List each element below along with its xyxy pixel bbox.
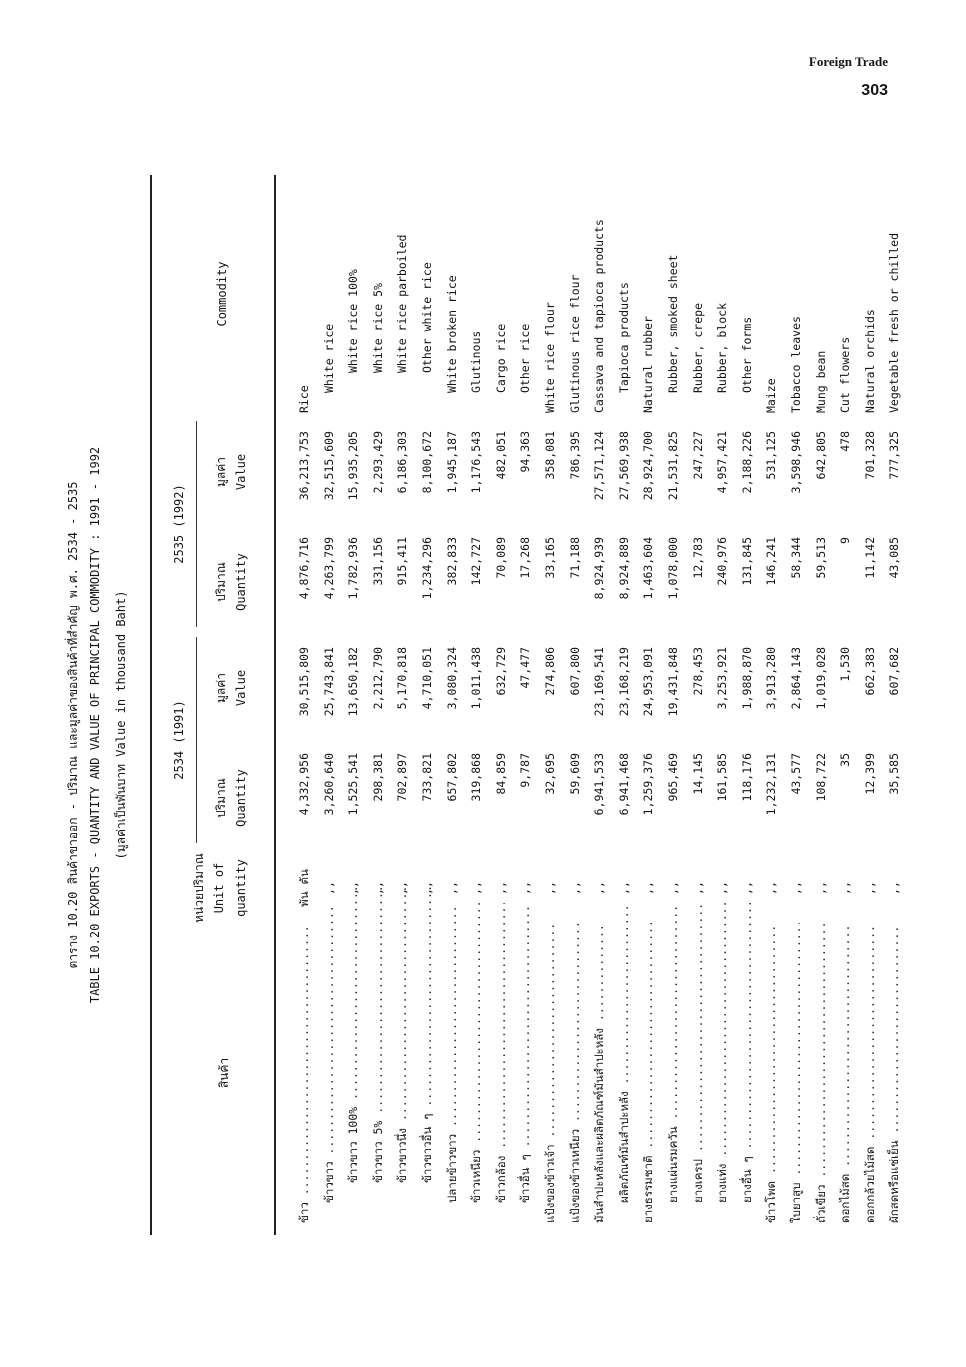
commodity-thai-cell: แป้งของข้าวเหนียว ..... <box>563 923 587 1223</box>
quantity-1992-cell: 131,845 <box>739 537 754 586</box>
table-row <box>317 175 342 1235</box>
quantity-1991-cell: 9,787 <box>518 753 533 788</box>
section-title: Foreign Trade <box>808 54 888 69</box>
value-1992-cell: 3,598,946 <box>789 431 803 494</box>
value-1991-cell: 662,383 <box>862 647 877 696</box>
quantity-1991-cell: 6,941,468 <box>616 753 631 816</box>
commodity-english-cell: Maize <box>764 378 779 413</box>
quantity-1992-cell: 12,783 <box>690 537 705 579</box>
value-1991-cell: 607,800 <box>567 647 582 696</box>
qty-1991-english: Quantity <box>234 769 248 827</box>
commodity-thai-cell: แป้งของข้าวเจ้า ..... <box>538 923 562 1223</box>
value-1991-cell: 5,170,818 <box>395 647 410 710</box>
commodity-english-header: Commodity <box>215 261 229 327</box>
commodity-thai-cell: ข้าวขาว ..... <box>317 903 341 1223</box>
commodity-english-cell: Glutinous <box>469 330 484 393</box>
quantity-1991-cell: 3,260,640 <box>321 753 336 816</box>
value-1991-cell: 607,682 <box>887 647 902 696</box>
value-1991-cell: 274,806 <box>543 647 557 696</box>
commodity-english-cell: White rice flour <box>543 302 557 413</box>
quantity-1992-cell: 9 <box>838 537 853 544</box>
table-row <box>415 175 440 1235</box>
table-row <box>809 175 834 1235</box>
commodity-english-cell: Rubber, block <box>715 302 730 393</box>
unit-cell: ,, <box>838 881 853 895</box>
quantity-1992-cell: 58,344 <box>789 537 803 579</box>
table-row <box>636 175 661 1235</box>
quantity-1992-cell: 1,782,936 <box>346 537 361 600</box>
commodity-thai-cell: ผลิตภัณฑ์มันสำปะหลัง ..... <box>612 903 636 1223</box>
value-1991-cell: 1,011,438 <box>469 647 484 710</box>
quantity-1991-cell: 1,259,376 <box>641 753 656 816</box>
commodity-english-cell: Rice <box>297 385 311 413</box>
unit-cell: ,, <box>641 881 656 895</box>
quantity-1991-cell: 1,525,541 <box>346 753 361 816</box>
value-1991-cell: 24,953,091 <box>641 647 656 717</box>
unit-cell: ,, <box>518 881 533 895</box>
unit-cell: ,, <box>616 881 631 895</box>
quantity-1991-cell: 35 <box>838 753 853 767</box>
unit-cell: พัน ตัน <box>297 869 311 907</box>
quantity-1992-cell: 915,411 <box>395 537 410 586</box>
commodity-thai-cell: ยางแผ่นรมควัน ..... <box>661 903 685 1223</box>
table-row <box>292 175 317 1235</box>
quantity-1992-cell: 8,924,889 <box>616 537 631 600</box>
quantity-1991-cell: 965,469 <box>666 753 680 802</box>
year-1991-header: 2534 (1991) <box>172 700 186 780</box>
value-1991-cell: 47,477 <box>518 647 533 689</box>
qty-1991-thai: ปริมาณ <box>214 778 228 818</box>
table-row <box>464 175 489 1235</box>
value-1991-cell: 2,212,790 <box>370 647 385 710</box>
value-1991-cell: 19,431,848 <box>666 647 680 717</box>
quantity-1991-cell: 1,232,131 <box>764 753 779 816</box>
value-1992-cell: 36,213,753 <box>297 431 311 501</box>
quantity-1991-cell: 161,585 <box>715 753 730 802</box>
commodity-thai-header: สินค้า <box>217 1057 231 1089</box>
table-row <box>563 175 588 1235</box>
commodity-english-cell: Tobacco leaves <box>789 316 803 413</box>
quantity-1991-cell: 12,399 <box>862 753 877 795</box>
commodity-thai-cell: ข้าวขาวนึ่ง ..... <box>390 883 414 1223</box>
quantity-1992-cell: 4,876,716 <box>297 537 311 600</box>
commodity-english-cell: Other white rice <box>420 262 434 373</box>
quantity-1991-cell: 14,145 <box>690 753 705 795</box>
commodity-thai-cell: ข้าวขาว 5% ..... <box>366 883 390 1223</box>
value-1991-cell: 1,019,028 <box>813 647 828 710</box>
year-1992-header: 2535 (1992) <box>172 484 186 564</box>
quantity-1992-cell: 240,976 <box>715 537 730 586</box>
commodity-english-cell: White rice parboiled <box>395 234 410 373</box>
unit-cell: ,, <box>469 881 484 895</box>
commodity-thai-cell: มันสำปะหลังและผลิตภัณฑ์มันสำปะหลัง ..... <box>587 923 611 1223</box>
commodity-thai-cell: ใบยาสูบ ..... <box>784 923 808 1223</box>
value-1991-cell: 632,729 <box>493 647 508 696</box>
quantity-1991-cell: 657,802 <box>444 753 459 802</box>
quantity-1992-cell: 17,268 <box>518 537 533 579</box>
value-1992-cell: 2,188,226 <box>739 431 754 494</box>
table-row <box>710 175 735 1235</box>
table-row <box>833 175 858 1235</box>
quantity-1992-cell: 382,833 <box>444 537 459 586</box>
commodity-thai-cell: ข้าวอื่น ๆ ..... <box>513 903 537 1223</box>
quantity-1992-cell: 33,165 <box>543 537 557 579</box>
quantity-1991-cell: 702,897 <box>395 753 410 802</box>
unit-cell: ,, <box>493 881 508 895</box>
commodity-thai-cell: ดอกกล้วยไม้สด ..... <box>858 923 882 1223</box>
value-1992-cell: 531,125 <box>764 431 779 480</box>
table-row <box>366 175 391 1235</box>
unit-cell: ,, <box>715 881 730 895</box>
value-1992-cell: 482,051 <box>493 431 508 480</box>
unit-thai-header: หน่วยปริมาณ <box>192 853 206 923</box>
table-row <box>341 175 366 1235</box>
value-1992-cell: 6,186,303 <box>395 431 410 494</box>
table-row <box>538 175 563 1235</box>
quantity-1991-cell: 4,332,956 <box>297 753 311 816</box>
value-1992-cell: 32,515,609 <box>321 431 336 501</box>
unit-cell: ,, <box>813 881 828 895</box>
value-1991-cell: 3,913,280 <box>764 647 779 710</box>
quantity-1992-cell: 59,513 <box>813 537 828 579</box>
unit-cell: ,, <box>887 881 902 895</box>
commodity-english-cell: Cut flowers <box>838 336 853 413</box>
commodity-english-cell: Cargo rice <box>493 323 508 393</box>
table-row <box>661 175 686 1235</box>
qty-1992-thai: ปริมาณ <box>214 562 228 602</box>
commodity-thai-cell: ข้าวกล้อง ..... <box>489 903 513 1223</box>
unit-cell: ,, <box>666 881 680 895</box>
value-1992-cell: 15,935,205 <box>346 431 361 501</box>
rotated-table <box>0 125 902 1325</box>
value-1992-cell: 478 <box>838 431 853 452</box>
commodity-thai-cell: ยางธรรมชาติ ..... <box>636 923 660 1223</box>
commodity-english-cell: Other rice <box>518 323 533 393</box>
value-1992-cell: 8,100,672 <box>420 431 434 494</box>
quantity-1992-cell: 1,463,604 <box>641 537 656 600</box>
value-1991-cell: 1,988,870 <box>739 647 754 710</box>
value-1992-cell: 28,924,700 <box>641 431 656 501</box>
table-row <box>390 175 415 1235</box>
quantity-1991-cell: 118,176 <box>739 753 754 802</box>
commodity-english-cell: Tapioca products <box>616 282 631 393</box>
unit-cell: ,, <box>346 881 361 895</box>
unit-cell: ,, <box>321 881 336 895</box>
value-1992-cell: 358,081 <box>543 431 557 480</box>
unit-cell: ,, <box>739 881 754 895</box>
value-1992-cell: 4,957,421 <box>715 431 730 494</box>
quantity-1991-cell: 6,941,533 <box>592 753 607 816</box>
commodity-english-cell: White rice 5% <box>370 282 385 373</box>
value-1991-cell: 2,864,143 <box>789 647 803 710</box>
quantity-1992-cell: 1,234,296 <box>420 537 434 600</box>
table-row <box>882 175 907 1235</box>
commodity-english-cell: White rice <box>321 323 336 393</box>
unit-cell: ,, <box>567 881 582 895</box>
value-1991-cell: 13,650,182 <box>346 647 361 717</box>
commodity-thai-cell: ข้าวขาวอื่น ๆ ..... <box>415 883 439 1223</box>
commodity-thai-cell: ปลายข้าวขาว ..... <box>440 903 464 1223</box>
value-1992-cell: 27,569,938 <box>616 431 631 501</box>
quantity-1991-cell: 59,609 <box>567 753 582 795</box>
value-1992-english: Value <box>234 453 248 491</box>
unit-cell: ,, <box>690 881 705 895</box>
table-subtitle: (มูลค่าเป็นพันบาท Value in thousand Baht) <box>114 590 128 860</box>
value-1992-cell: 642,805 <box>813 431 828 480</box>
page-header <box>809 54 888 100</box>
commodity-english-cell: Rubber, smoked sheet <box>666 254 680 393</box>
value-1991-cell: 30,515,809 <box>297 647 311 717</box>
commodity-english-cell: White rice 100% <box>346 269 361 373</box>
unit-cell: ,, <box>862 881 877 895</box>
quantity-1992-cell: 142,727 <box>469 537 484 586</box>
value-1992-cell: 786,395 <box>567 431 582 480</box>
header-rule <box>274 175 276 1235</box>
commodity-thai-cell: ยางอื่น ๆ ..... <box>735 903 759 1223</box>
unit-cell: ,, <box>370 881 385 895</box>
table-row <box>858 175 883 1235</box>
quantity-1992-cell: 331,156 <box>370 537 385 586</box>
quantity-1992-cell: 71,188 <box>567 537 582 579</box>
quantity-1992-cell: 4,263,799 <box>321 537 336 600</box>
quantity-1991-cell: 733,821 <box>420 753 434 802</box>
value-1991-cell: 23,168,219 <box>616 647 631 717</box>
value-1991-cell: 23,169,541 <box>592 647 607 717</box>
value-1991-cell: 1,530 <box>838 647 853 682</box>
table-row <box>612 175 637 1235</box>
table-row <box>513 175 538 1235</box>
qty-1992-english: Quantity <box>234 553 248 611</box>
commodity-thai-cell: ข้าวโพด ..... <box>759 923 783 1223</box>
quantity-1991-cell: 43,577 <box>789 753 803 795</box>
commodity-english-cell: Glutinous rice flour <box>567 274 582 413</box>
unit-cell: ,, <box>420 881 434 895</box>
table-row <box>784 175 809 1235</box>
quantity-1991-cell: 108,722 <box>813 753 828 802</box>
value-1992-cell: 27,571,124 <box>592 431 607 501</box>
value-1992-cell: 247,227 <box>690 431 705 480</box>
table-title-english: TABLE 10.20 EXPORTS - QUANTITY AND VALUE OF PRINCIPAL COMMODITY : 1991 - 1992 <box>88 446 102 1004</box>
table-title-thai: ตาราง 10.20 สินค้าขาออก - ปริมาณ และมูลค่าของสินค้าที่สำคัญ พ.ศ. 2534 - 2535 <box>66 481 80 969</box>
quantity-1991-cell: 319,868 <box>469 753 484 802</box>
value-1991-cell: 278,453 <box>690 647 705 696</box>
table-row <box>440 175 465 1235</box>
page-number: 303 <box>861 82 888 99</box>
table-row <box>489 175 514 1235</box>
value-1991-cell: 4,710,051 <box>420 647 434 710</box>
unit-cell: ,, <box>444 881 459 895</box>
commodity-thai-cell: ถั่วเขียว ..... <box>809 923 833 1223</box>
table-row <box>759 175 784 1235</box>
value-1991-thai: มูลค่า <box>214 672 228 704</box>
commodity-english-cell: Natural rubber <box>641 316 656 413</box>
value-1992-cell: 777,325 <box>887 431 902 480</box>
quantity-1992-cell: 11,142 <box>862 537 877 579</box>
value-1991-cell: 3,253,921 <box>715 647 730 710</box>
commodity-thai-cell: ข้าว ..... <box>292 923 316 1223</box>
commodity-thai-cell: ข้าวเหนียว ..... <box>464 903 488 1223</box>
commodity-thai-cell: ผักสดหรือแช่เย็น ..... <box>882 923 906 1223</box>
commodity-thai-cell: ข้าวขาว 100% ..... <box>341 883 365 1223</box>
quantity-1991-cell: 35,585 <box>887 753 902 795</box>
quantity-1991-cell: 84,859 <box>493 753 508 795</box>
commodity-thai-cell: ดอกไม้สด ..... <box>833 923 857 1223</box>
value-1992-cell: 1,176,543 <box>469 431 484 494</box>
value-1991-cell: 3,080,324 <box>444 647 459 710</box>
commodity-english-cell: Cassava and tapioca products <box>592 219 607 413</box>
value-1992-cell: 2,293,429 <box>370 431 385 494</box>
table-row <box>587 175 612 1235</box>
value-1992-thai: มูลค่า <box>214 456 228 488</box>
unit-cell: ,, <box>789 881 803 895</box>
value-1992-cell: 701,328 <box>862 431 877 480</box>
commodity-english-cell: Mung bean <box>813 350 828 413</box>
value-1991-english: Value <box>234 669 248 707</box>
value-1991-cell: 25,743,841 <box>321 647 336 717</box>
unit-english-header-1: Unit of <box>212 862 226 914</box>
unit-cell: ,, <box>395 881 410 895</box>
commodity-english-cell: Natural orchids <box>862 309 877 413</box>
top-rule <box>150 175 152 1235</box>
table-row <box>686 175 711 1235</box>
table-row <box>735 175 760 1235</box>
commodity-english-cell: Vegetable fresh or chilled <box>887 232 902 413</box>
unit-cell: ,, <box>764 881 779 895</box>
value-1992-cell: 1,945,187 <box>444 431 459 494</box>
commodity-thai-cell: ยางแท่ง ..... <box>710 903 734 1223</box>
unit-cell: ,, <box>592 881 607 895</box>
quantity-1991-cell: 32,695 <box>543 753 557 795</box>
quantity-1992-cell: 1,078,000 <box>666 537 680 600</box>
value-1992-cell: 21,531,825 <box>666 431 680 501</box>
commodity-thai-cell: ยางเครป ..... <box>686 903 710 1223</box>
quantity-1992-cell: 8,924,939 <box>592 537 607 600</box>
quantity-1992-cell: 146,241 <box>764 537 779 586</box>
year-1992-underline <box>196 421 197 627</box>
quantity-1991-cell: 298,381 <box>370 753 385 802</box>
quantity-1992-cell: 43,085 <box>887 537 902 579</box>
quantity-1992-cell: 70,089 <box>493 537 508 579</box>
unit-english-header-2: quantity <box>234 859 248 917</box>
year-1991-underline <box>196 637 197 843</box>
value-1992-cell: 94,363 <box>518 431 533 473</box>
commodity-english-cell: White broken rice <box>444 275 459 393</box>
unit-cell: ,, <box>543 881 557 895</box>
commodity-english-cell: Other forms <box>739 316 754 393</box>
commodity-english-cell: Rubber, crepe <box>690 302 705 393</box>
